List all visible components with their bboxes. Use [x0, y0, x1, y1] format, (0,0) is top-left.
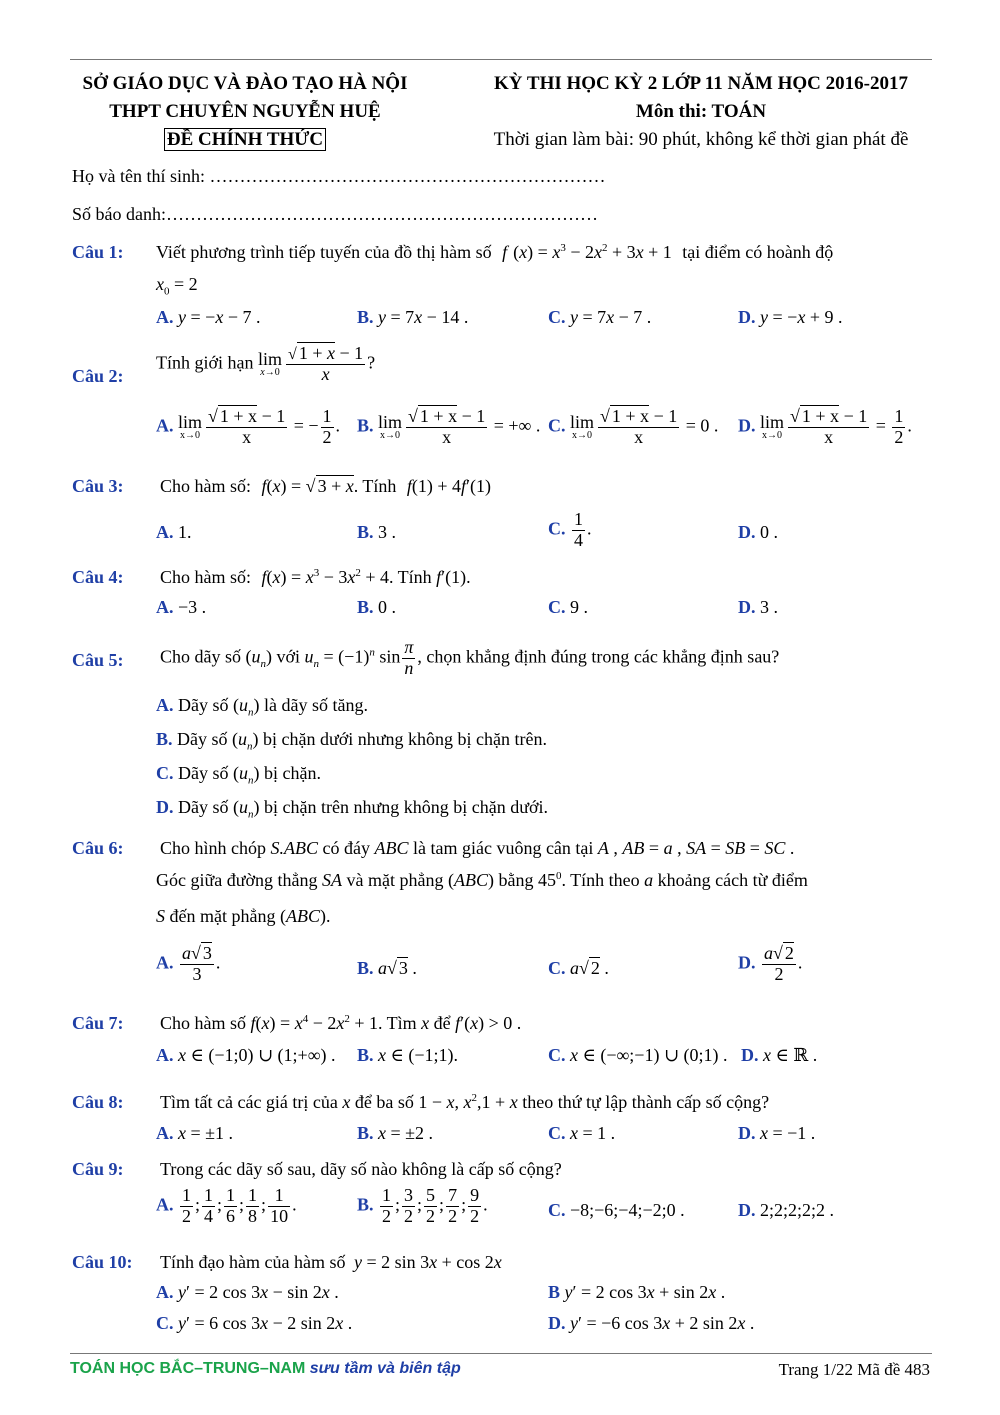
option-b[interactable]: B. y = 7x − 14 . [357, 307, 469, 327]
option-d[interactable]: D. $\frac{a√ 2}{2}$ . [738, 943, 803, 984]
question-text: . Tính [353, 476, 397, 496]
option-c[interactable]: C. −8;−6;−4;−2;0 . [548, 1200, 685, 1220]
math-expression: f [502, 242, 508, 262]
option-b[interactable]: B. lim x→0 $\frac{√ 1 + x - 1}{x}$ = +∞ . [357, 406, 541, 447]
question-text: Cho hàm số: [160, 567, 252, 587]
question-9-text: Trong các dãy số sau, dãy số nào không là cấp số cộng? [160, 1159, 562, 1179]
question-7-text: Cho hàm số $f(x) = x^4 - 2x^2 + 1$. Tìm x để f′(x) > 0 . [160, 1013, 522, 1033]
question-1-text: Viết phương trình tiếp tuyến của đồ thị hàm số f $(x) = x^3 - 2x^2 + 3x + 1$ tại điểm có hoành độ [156, 242, 834, 262]
option-b[interactable]: B. Dãy số $(u_n)$ bị chặn dưới nhưng không bị chặn trên. [156, 729, 547, 753]
option-b[interactable]: B. x ∈ (−1;1). [357, 1045, 458, 1065]
exam-title: KỲ THI HỌC KỲ 2 LỚP 11 NĂM HỌC 2016-2017 [494, 73, 908, 94]
question-label: Câu 5: [72, 650, 124, 670]
option-d[interactable]: D. 0 . [738, 522, 778, 542]
option-a[interactable]: A. y′ = 2 cos 3x − sin 2x . [156, 1282, 339, 1302]
question-label: Câu 3: [72, 476, 124, 496]
question-5-text: Cho dãy số $(u_n)$ với $u_n = (-1)^n$ sin $\frac{\pi}{n}$ , chọn khẳng định đúng trong các khẳng định sau? [160, 637, 780, 678]
option-d[interactable]: D. 2;2;2;2;2 . [738, 1200, 835, 1220]
option-c[interactable]: C. Dãy số $(u_n)$ bị chặn. [156, 763, 321, 787]
option-b[interactable]: B. x = ±2 . [357, 1123, 434, 1143]
header-right [470, 70, 932, 154]
page-number: Trang 1/22 [778, 1360, 854, 1379]
question-6-line-2: Góc giữa đường thẳng SA và mặt phẳng (ABC) bằng $45^0$. Tính theo a khoảng cách từ điểm [156, 870, 808, 890]
option-d[interactable]: D. x ∈ ℝ . [741, 1045, 818, 1065]
brand-tagline: sưu tầm và biên tập [309, 1360, 461, 1377]
question-text: Cho hàm số: [160, 476, 252, 496]
question-text: , chọn khẳng định đúng trong các khẳng định sau? [417, 646, 780, 667]
math-expression: $x_0 = 2$ [156, 274, 198, 298]
question-label: Câu 7: [72, 1013, 124, 1033]
option-a[interactable]: A. 1. [156, 522, 192, 542]
option-c[interactable]: C. y′ = 6 cos 3x − 2 sin 2x . [156, 1313, 353, 1333]
option-a[interactable]: A. x = ±1 . [156, 1123, 234, 1143]
option-a[interactable]: A. $\frac{a√ 3}{3}$ . [156, 943, 221, 984]
footer-brand [70, 1360, 461, 1378]
option-a[interactable]: A. y = −x − 7 . [156, 307, 261, 327]
option-a[interactable]: A. Dãy số $(u_n)$ là dãy số tăng. [156, 695, 368, 719]
question-label: Câu 9: [72, 1159, 124, 1179]
question-text: Tính giới hạn [156, 352, 254, 373]
option-a[interactable]: A. $\frac{1}{2}$ ; $\frac{1}{4}$ ; $\frac{1}{6}$ ; $\frac{1}{8}$ ; $\frac{1}{10}$ . [156, 1185, 297, 1226]
question-text: Viết phương trình tiếp tuyến của đồ thị hàm số [156, 242, 492, 262]
question-text: tại điểm có hoành độ [682, 242, 834, 262]
option-d[interactable]: D. lim x→0 $\frac{√ 1 + x - 1}{x}$ = $\frac{1}{2}$ . [738, 406, 912, 447]
option-c[interactable]: C. $\frac{1}{4}$ . [548, 509, 592, 550]
subject: Môn thi: TOÁN [635, 101, 767, 122]
option-d[interactable]: D. Dãy số $(u_n)$ bị chặn trên nhưng không bị chặn dưới. [156, 797, 548, 821]
option-c[interactable]: C. lim x→0 $\frac{√ 1 + x - 1}{x}$ = 0 . [548, 406, 719, 447]
question-10-text: Tính đạo hàm của hàm số y = 2 sin 3x + cos 2x [160, 1252, 502, 1272]
question-6-line-3: S đến mặt phẳng (ABC). [156, 906, 331, 926]
option-a[interactable]: A. −3 . [156, 597, 207, 617]
option-b[interactable]: B. 0 . [357, 597, 397, 617]
option-d[interactable]: D. y = −x + 9 . [738, 307, 843, 327]
option-c[interactable]: C. 9 . [548, 597, 588, 617]
option-c[interactable]: C. x ∈ (−∞;−1) ∪ (0;1) . [548, 1045, 728, 1065]
question-text: Cho dãy số [160, 646, 241, 667]
question-label: Câu 6: [72, 838, 124, 858]
department-name: SỞ GIÁO DỤC VÀ ĐÀO TẠO HÀ NỘI [82, 73, 408, 94]
option-a[interactable]: A. lim x→0 $\frac{√ 1 + x - 1}{x}$ = − $\frac{1}{2}$ . [156, 406, 341, 447]
option-a[interactable]: A. x ∈ (−1;0) ∪ (1;+∞) . [156, 1045, 336, 1065]
candidate-name-field: Họ và tên thí sinh: ………………………………………………………… [72, 166, 606, 186]
question-label: Câu 2: [72, 366, 124, 386]
option-d[interactable]: D. x = −1 . [738, 1123, 816, 1143]
question-label: Câu 10: [72, 1252, 133, 1272]
option-b[interactable]: B. 3 . [357, 522, 397, 542]
header-left [70, 70, 420, 154]
question-label: Câu 4: [72, 567, 124, 587]
option-b[interactable]: B y′ = 2 cos 3x + sin 2x . [548, 1282, 726, 1302]
candidate-id-field: Số báo danh:……………………………………………………………… [72, 204, 598, 224]
option-c[interactable]: C. x = 1 . [548, 1123, 616, 1143]
exam-code: Mã đề 483 [857, 1360, 930, 1379]
school-name: THPT CHUYÊN NGUYỄN HUỆ [109, 101, 381, 122]
time-limit: Thời gian làm bài: 90 phút, không kể thời gian phát đề [493, 129, 909, 150]
question-6-line-1: Cho hình chóp S.ABC có đáy ABC là tam giác vuông cân tại A , AB = a , SA = SB = SC . [160, 838, 795, 858]
question-text: với [276, 646, 301, 667]
option-b[interactable]: B. $\frac{1}{2}$ ; $\frac{3}{2}$ ; $\frac{5}{2}$ ; $\frac{7}{2}$ ; $\frac{9}{2}$ . [357, 1185, 488, 1226]
option-b[interactable]: B. a√ 3 . [357, 958, 417, 978]
option-c[interactable]: C. a√ 2 . [548, 958, 609, 978]
option-c[interactable]: C. y = 7x − 7 . [548, 307, 652, 327]
question-label: Câu 1: [72, 242, 124, 262]
brand-name: TOÁN HỌC BẮC–TRUNG–NAM [70, 1360, 306, 1377]
question-text: Tính [397, 567, 432, 587]
option-d[interactable]: D. y′ = −6 cos 3x + 2 sin 2x . [548, 1313, 755, 1333]
question-2-text: Tính giới hạn lim x→0 $\frac{√ 1 + x - 1}{x}$ ? [156, 343, 376, 384]
question-3-text: Cho hàm số: f(x) = √ 3 + x. Tính f(1) + 4f′(1) [160, 476, 491, 496]
bottom-rule [70, 1353, 932, 1354]
official-label: ĐỀ CHÍNH THỨC [164, 128, 326, 151]
option-d[interactable]: D. 3 . [738, 597, 778, 617]
question-label: Câu 8: [72, 1092, 124, 1112]
footer-page-info [779, 1360, 930, 1380]
top-rule [70, 59, 932, 60]
question-8-text: Tìm tất cả các giá trị của x để ba số 1 − x, $x^2,1 + x$ theo thứ tự lập thành cấp số cộng? [160, 1092, 770, 1112]
question-4-text: Cho hàm số: $f(x) = x^3 - 3x^2 + 4$. Tính f′(1). [160, 567, 471, 587]
